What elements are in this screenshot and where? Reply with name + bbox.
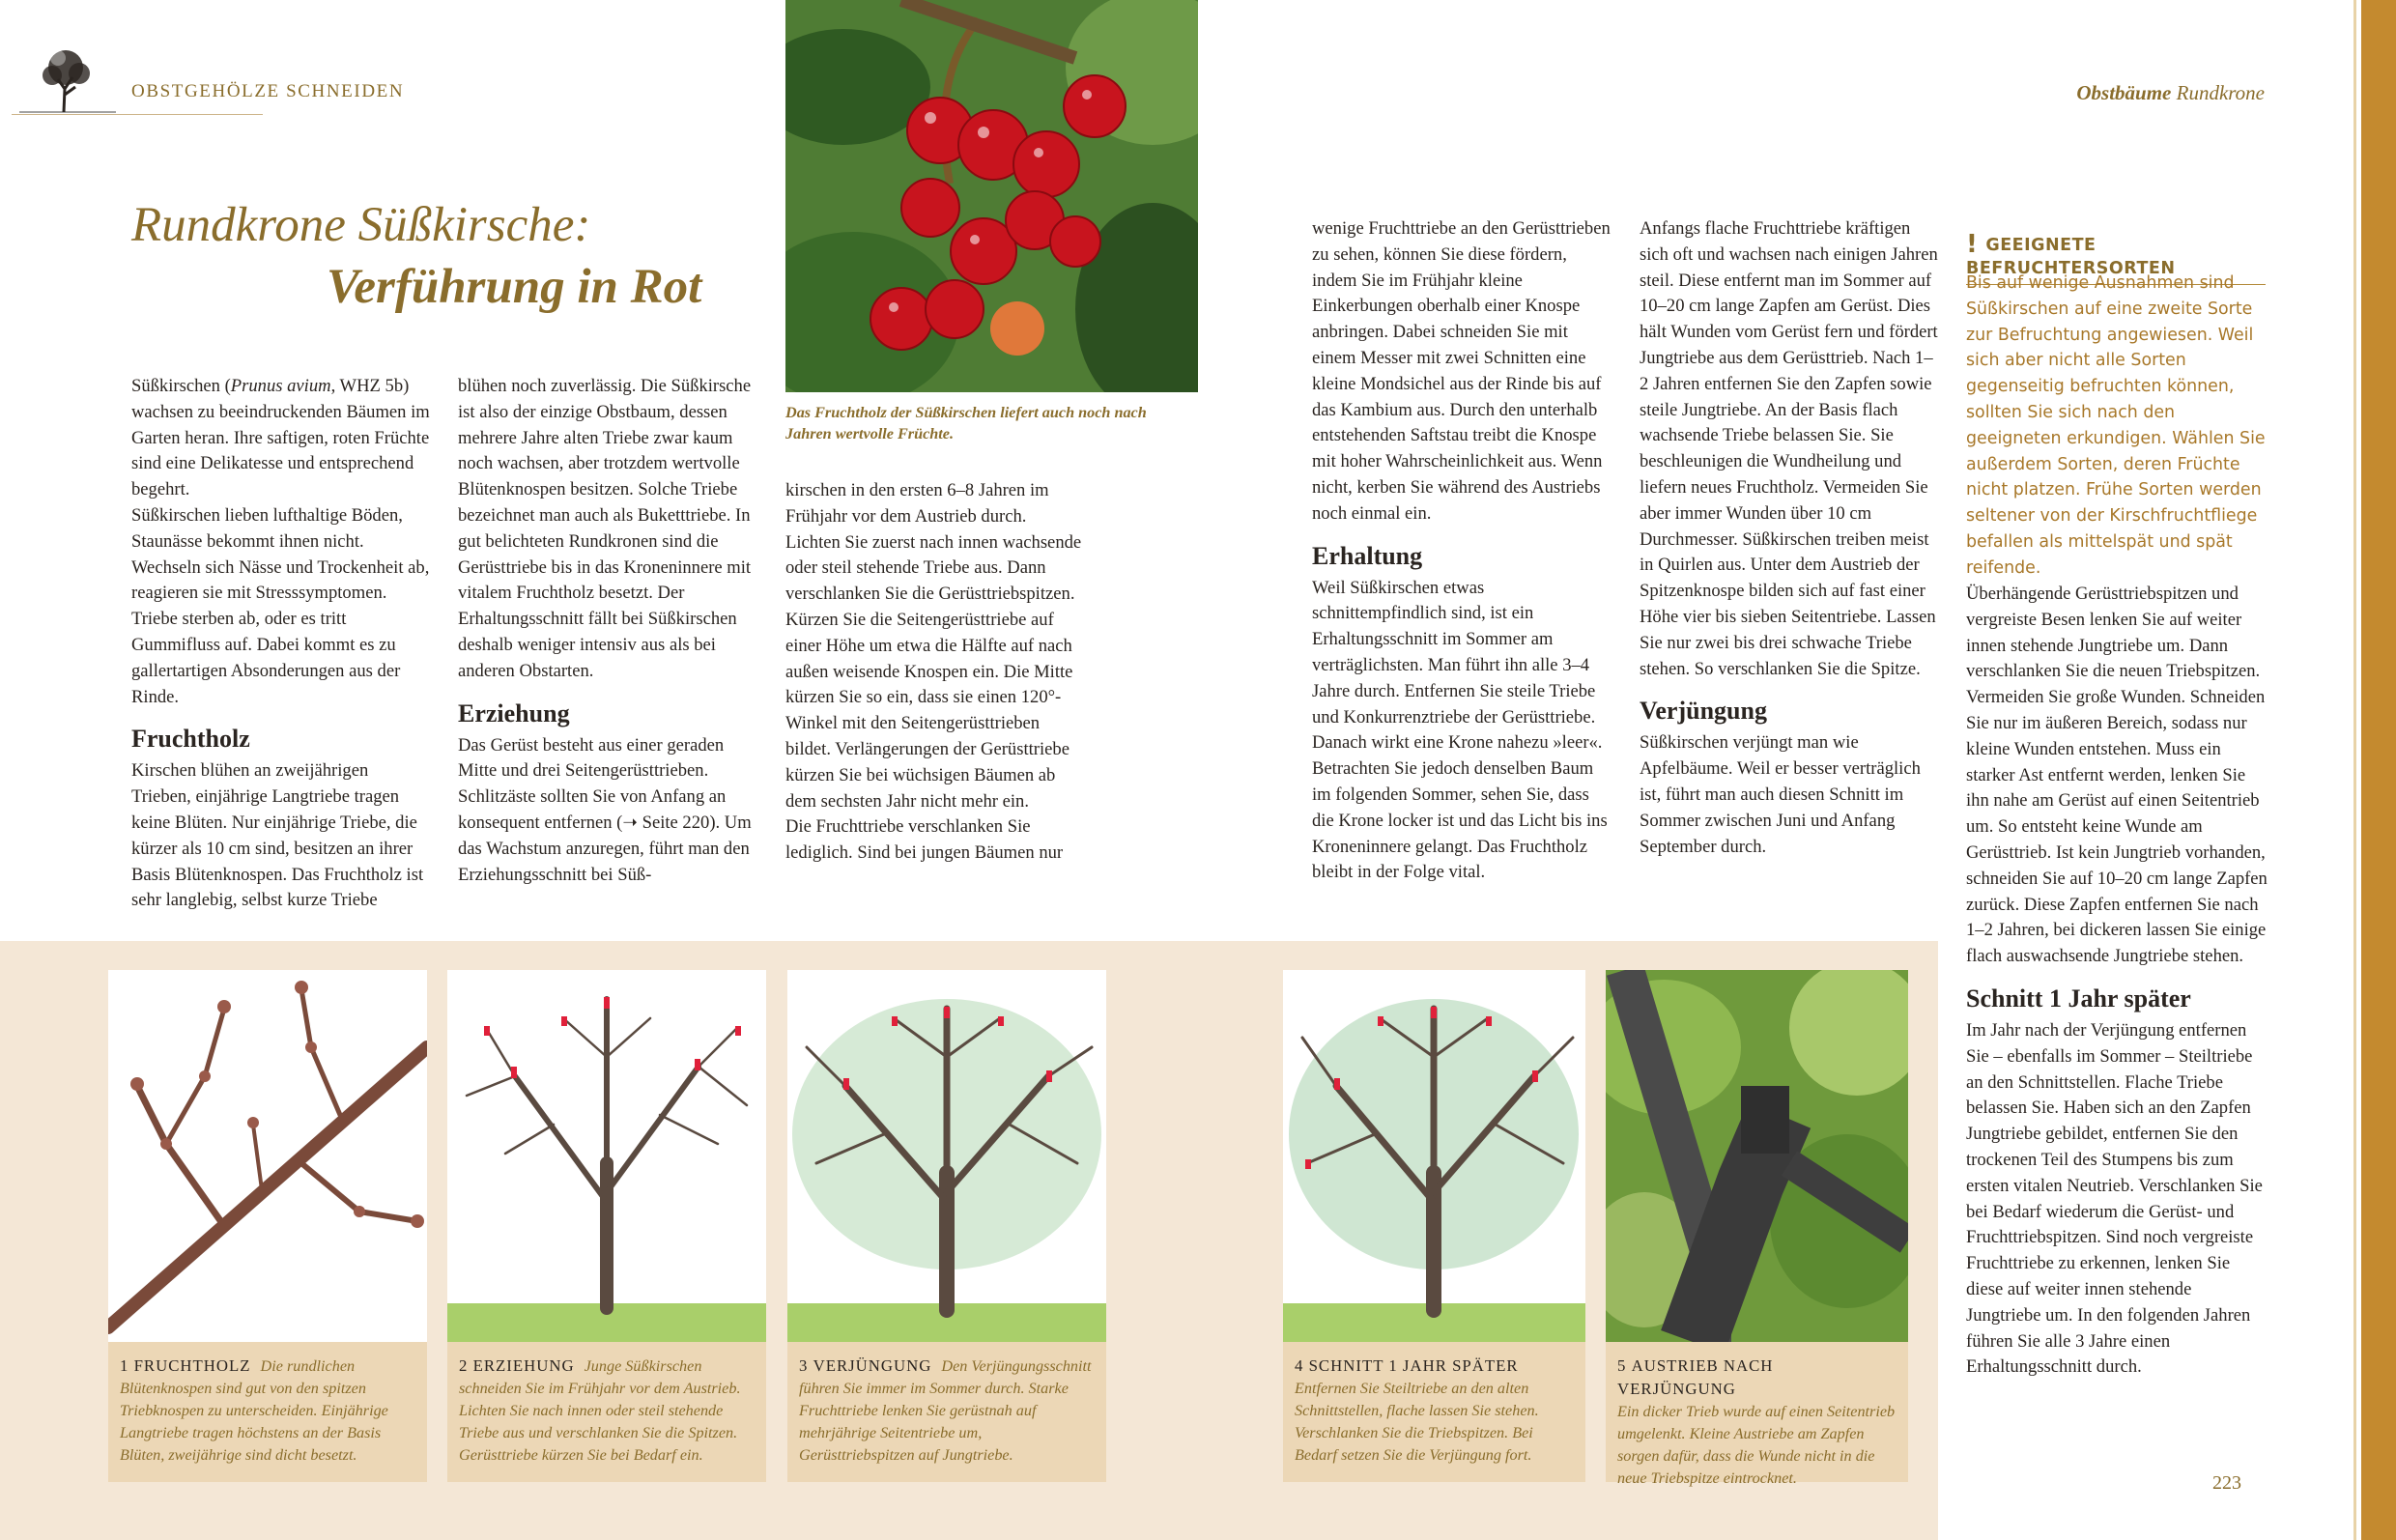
text-column-6 xyxy=(1966,582,2268,1381)
running-head-italic: Rundkrone xyxy=(2176,81,2265,104)
tip-text: Bis auf wenige Ausnahmen sind Süßkirschen auf eine zweite Sorte zur Befruchtung angewiesen. Weil sich aber nicht alle Sorten gegenseitig befruchten können, sollten Sie sich nach den geeigneten erkundigen. Wählen Sie außerdem Sorten, deren Früchte nicht platzen. Frühe Sorten werden seltener von der Kirschfruchtfliege befallen als mittelspät und spät reifende. xyxy=(1966,273,2266,578)
tree-illustration-young xyxy=(447,970,766,1342)
intro-paragraph xyxy=(131,374,431,503)
tree-logo-icon xyxy=(19,39,116,116)
paragraph: Weil Süßkirschen etwas schnittempfindlich sind, ist ein Erhaltungsschnitt im Sommer am verträglichsten. Man führt ihn alle 3–4 Jahre durch. Entfernen Sie steile Triebe und Konkurrenztriebe der Gerüsttriebe. Danach wirkt eine Krone nahezu »leer«. Betrachten Sie jedoch denselben Baum im folgenden Sommer, sehen Sie, dass die Krone locker ist und das Licht bis ins Kroneninnere gelangt. Das Fruchtholz bleibt in der Folge vital. xyxy=(1312,577,1608,883)
figure-label xyxy=(1295,1356,1519,1375)
exclamation-icon: ! xyxy=(1966,230,1979,259)
figure-text: Junge Süßkirschen schneiden Sie im Frühjahr vor dem Austrieb. Lichten Sie nach innen oder steil stehende Triebe aus und verschlanken Sie die Spitzen. Gerüsttriebe kürzen Sie bei Bedarf ein. xyxy=(459,1357,741,1464)
figure-text: Ein dicker Trieb wurde auf einen Seitentrieb umgelenkt. Kleine Austriebe am Zapfen sorgen dafür, dass die Wunde nicht in die neue Triebspitze eintrocknet. xyxy=(1617,1403,1896,1487)
figure-title: AUSTRIEB NACH VERJÜNGUNG xyxy=(1617,1356,1774,1398)
branch-illustration xyxy=(108,970,427,1342)
latin-name: Prunus avium xyxy=(230,376,331,396)
figure-caption xyxy=(1295,1355,1576,1467)
tip-heading-text: GEEIGNETE BEFRUCHTERSORTEN xyxy=(1966,236,2176,278)
figure-number: 5 xyxy=(1617,1356,1627,1375)
page-title-line2: Verführung in Rot xyxy=(327,260,702,314)
heading-fruchtholz: Fruchtholz xyxy=(131,725,250,754)
figure-schnitt-1-jahr xyxy=(1283,970,1585,1482)
figure-text: Entfernen Sie Steiltriebe an den alten Schnittstellen, flache lassen Sie stehen. Verschlanken Sie die Triebspitzen. Bei Bedarf setzen Sie die Verjüngung fort. xyxy=(1295,1380,1539,1464)
page-edge-line xyxy=(2353,0,2356,1540)
figure-caption xyxy=(799,1355,1097,1467)
paragraph: Süßkirschen lieben lufthaltige Böden, Staunässe bekommt ihnen nicht. Wechseln sich Nässe und Trockenheit ab, reagieren sie mit Stresssymptomen. Triebe sterben ab, oder es tritt Gummifluss auf. Dabei kommt es zu gallertartigen Absonderungen aus der Rinde. xyxy=(131,504,430,707)
figure-text: Den Verjüngungsschnitt führen Sie immer im Sommer durch. Starke Fruchttriebe lenken Sie gerüstnah auf mehrjährige Seitentriebe um, Gerüsttriebspitzen auf Jungtriebe. xyxy=(799,1357,1092,1464)
intro-text-b: , WHZ 5b) wachsen zu beeindruckenden Bäumen im Garten heran. Ihre saftigen, roten Früchte sind eine Delikatesse und entsprechend begehrt. xyxy=(131,376,430,500)
figure-title: FRUCHTHOLZ xyxy=(133,1356,251,1375)
running-head xyxy=(1878,81,2265,105)
paragraph: Süßkirschen verjüngt man wie Apfelbäume. Weil er besser verträglich ist, führt man auch diesen Schnitt im Sommer zwischen Juni und Anfang September durch. xyxy=(1640,732,1921,857)
page-number: 223 xyxy=(2212,1472,2241,1494)
paragraph: wenige Fruchttriebe an den Gerüsttrieben zu sehen, können Sie diese fördern, indem Sie im Frühjahr kleine Einkerbungen oberhalb einer Knospe anbringen. Dabei schneiden Sie mit einem Messer mit zwei Schnitten eine kleine Mondsichel aus der Rinde bis auf das Kambium aus. Durch den unterhalb entstehenden Saftstau treibt die Knospe mit hoher Wahrscheinlichkeit aus. Wenn nicht, kerben Sie während des Austriebs noch einmal ein. xyxy=(1312,218,1611,524)
page-edge-stripe xyxy=(2361,0,2396,1540)
paragraph: Kirschen blühen an zweijährigen Trieben, einjährige Langtriebe tragen keine Blüten. Nur einjährige Triebe, die kürzer als 10 cm sind, besitzen an ihrer Basis Blütenknospen. Das Fruchtholz ist sehr langlebig, selbst kurze Triebe xyxy=(131,760,424,911)
photo-caption: Das Fruchtholz der Süßkirschen liefert auch noch nach Jahren wertvolle Früchte. xyxy=(785,404,1147,442)
figure-label xyxy=(799,1356,931,1375)
cherry-photo xyxy=(785,0,1198,392)
text-column-5 xyxy=(1640,216,1939,860)
figure-caption xyxy=(459,1355,756,1467)
figure-number: 2 xyxy=(459,1356,469,1375)
figure-text: Die rundlichen Blütenknospen sind gut von den spitzen Triebknospen zu unterscheiden. Einjährige Langtriebe tragen höchstens an der Basis Blüten, zweijährige sind dicht besetzt. xyxy=(120,1357,388,1464)
running-head-bold: Obstbäume xyxy=(2076,81,2172,104)
figure-label xyxy=(1617,1356,1773,1398)
intro-text-a: Süßkirschen ( xyxy=(131,376,231,396)
figure-number: 1 xyxy=(120,1356,129,1375)
paragraph: Überhängende Gerüsttriebspitzen und vergreiste Besen lenken Sie auf weiter innen stehende Jungtriebe um. Dann verschlanken Sie die neuen Triebspitzen. Vermeiden Sie große Wunden. Schneiden Sie nur im äußeren Bereich, sodass nur kleine Wunden entstehen. Muss ein starker Ast entfernt werden, lenken Sie ihn nahe am Gerüst auf einen Seitentrieb um. So entsteht keine Wunde am Gerüsttrieb. Ist kein Jungtrieb vorhanden, schneiden Sie auf 10–20 cm lange Zapfen zurück. Diese Zapfen entfernen Sie nach 1–2 Jahren, bei dickeren lassen Sie einige flach auswachsende Jungtriebe stehen. xyxy=(1966,584,2268,967)
text-column-1 xyxy=(131,374,431,914)
figure-erziehung xyxy=(447,970,766,1482)
paragraph: Die Fruchttriebe verschlanken Sie lediglich. Sind bei jungen Bäumen nur xyxy=(785,816,1064,864)
stump-photo xyxy=(1606,970,1908,1342)
figure-number: 3 xyxy=(799,1356,809,1375)
page-title-line1: Rundkrone Süßkirsche: xyxy=(131,198,591,252)
figure-title: VERJÜNGUNG xyxy=(813,1356,932,1375)
heading-erhaltung: Erhaltung xyxy=(1312,541,1423,570)
paragraph: Anfangs flache Fruchttriebe kräftigen sich oft und wachsen nach einigen Jahren steil. Diese entfernt man im Sommer auf 10–20 cm lange Zapfen am Gerüst. Dies hält Wunden vom Gerüst fern und fördert Jungtriebe aus dem Gerüsttrieb. Nach 1–2 Jahren entfernen Sie den Zapfen sowie steile Jungtriebe. An der Basis flach wachsende Triebe belassen Sie. Sie beschleunigen die Wundheilung und liefern neues Fruchtholz. Vermeiden Sie aber immer Wunden über 10 cm Durchmesser. Süßkirschen treiben meist in Quirlen aus. Unter dem Austrieb der Spitzenknospe bilden sich auf fast einer Höhe vier bis sieben Seitentriebe. Lassen Sie nur zwei bis drei schwache Triebe stehen. So verschlanken Sie die Spitze. xyxy=(1640,218,1938,679)
figure-fruchtholz xyxy=(108,970,427,1482)
figure-austrieb xyxy=(1606,970,1908,1487)
heading-verjuengung: Verjüngung xyxy=(1640,697,1767,726)
paragraph: Das Gerüst besteht aus einer geraden Mitte und drei Seitengerüsttrieben. Schlitzäste sollten Sie von Anfang an konsequent entfernen (➝ Seite 220). Um das Wachstum anzuregen, führt man den Erziehungsschnitt bei Süß- xyxy=(458,734,752,885)
text-column-3 xyxy=(785,478,1085,867)
section-header: OBSTGEHÖLZE SCHNEIDEN xyxy=(131,81,405,101)
figure-label xyxy=(120,1356,251,1375)
figure-label xyxy=(459,1356,575,1375)
heading-schnitt-1-jahr: Schnitt 1 Jahr später xyxy=(1966,984,2191,1012)
tree-illustration-one-year xyxy=(1283,970,1585,1342)
heading-erziehung: Erziehung xyxy=(458,699,570,727)
tree-illustration-rejuvenation xyxy=(787,970,1106,1342)
paragraph: Im Jahr nach der Verjüngung entfernen Sie – ebenfalls im Sommer – Steiltriebe an den Schnittstellen. Flache Triebe belassen Sie. Haben sich an den Zapfen Jungtriebe gebildet, entfernen Sie den trockenen Teil des Stumpens bis zum ersten vitalen Neutrieb. Verschlanken Sie bei Bedarf wiederum die Gerüst- und Fruchttriebspitzen. Sind noch vergreiste Fruchttriebe zu erkennen, lenken Sie diese auf weiter innen stehende Jungtriebe um. In den folgenden Jahren führen Sie alle 3 Jahre einen Erhaltungsschnitt durch. xyxy=(1966,1019,2263,1378)
figure-caption xyxy=(1617,1355,1898,1490)
figure-title: ERZIEHUNG xyxy=(472,1356,575,1375)
figure-number: 4 xyxy=(1295,1356,1304,1375)
header-divider xyxy=(12,114,263,115)
text-column-2 xyxy=(458,374,757,888)
figure-verjuengung xyxy=(787,970,1106,1482)
text-column-4 xyxy=(1312,216,1612,886)
paragraph: blühen noch zuverlässig. Die Süßkirsche ist also der einzige Obstbaum, dessen mehrere Jahre alten Triebe zwar kaum noch wachsen, aber trotzdem wertvolle Blütenknospen besitzen. Solche Triebe bezeichnet man auch als Buketttriebe. In gut belichteten Rundkronen sind die Gerüsttriebe bis in das Kroneninnere mit vitalem Fruchtholz besetzt. Der Erhaltungsschnitt fällt bei Süßkirschen deshalb weniger intensiv aus als bei anderen Obstarten. xyxy=(458,376,752,681)
figure-title: SCHNITT 1 JAHR SPÄTER xyxy=(1308,1356,1519,1375)
figure-caption xyxy=(120,1355,417,1467)
paragraph: kirschen in den ersten 6–8 Jahren im Frühjahr vor dem Austrieb durch. Lichten Sie zuerst nach innen wachsende oder steil stehende Triebe aus. Dann verschlanken Sie die Gerüsttriebspitzen. Kürzen Sie die Seitengerüsttriebe auf einer Höhe um etwa die Hälfte auf nach außen weisende Knospen ein. Die Mitte kürzen Sie so ein, dass sie einen 120°-Winkel mit den Seitengerüsttrieben bildet. Verlängerungen der Gerüsttriebe kürzen Sie bei wüchsigen Bäumen ab dem sechsten Jahr nicht mehr ein. xyxy=(785,480,1082,812)
